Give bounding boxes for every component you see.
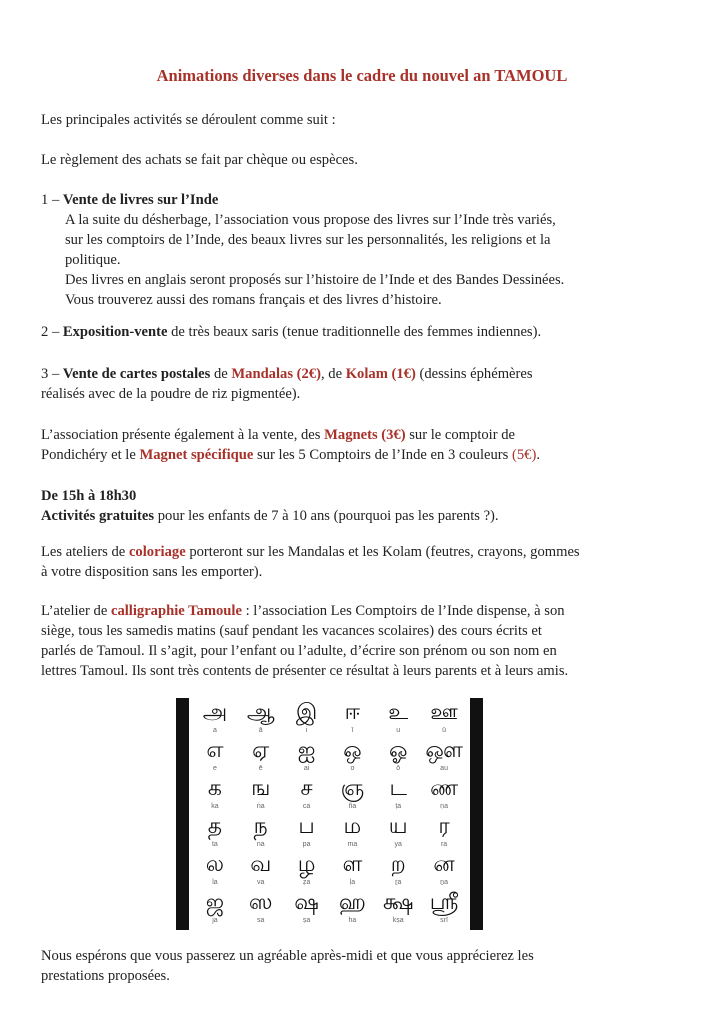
tamil-letter-cell (421, 738, 467, 776)
tamil-glyph: ங (251, 776, 271, 801)
tamil-glyph: க்ஷ (382, 890, 414, 915)
free-activities: Activités gratuites (41, 508, 155, 524)
schedule-time: De 15h à 18h30 (41, 488, 137, 504)
tamil-glyph: ய (388, 814, 408, 839)
books-line: Des livres en anglais seront proposés sur l’histoire de l’Inde et des Bandes Dessinées. (65, 272, 565, 288)
magnets-price: Magnets (3€) (324, 427, 406, 443)
tamil-letter-cell (375, 852, 421, 890)
saris-section (41, 322, 681, 342)
magnets-line (41, 425, 681, 445)
saris-heading: Exposition-vente (62, 324, 168, 340)
saris-text: de très beaux saris (tenue traditionnelle des femmes indiennes). (167, 324, 542, 340)
tamil-glyph: ஐ (297, 738, 316, 763)
tamil-glyph: ஔ (425, 738, 463, 763)
tamil-glyph: ஈ (344, 700, 361, 725)
mandalas-price: Mandalas (2€) (231, 366, 321, 382)
tamil-glyph: ர (438, 814, 450, 839)
magnets-text: Pondichéry et le (41, 447, 140, 463)
tamil-glyph: ல (205, 852, 225, 877)
tamil-letter-cell (284, 700, 330, 738)
tamil-letter-cell (284, 814, 330, 852)
tamil-letter-cell (192, 700, 238, 738)
connector-text: , de (320, 366, 346, 382)
closing-line: Nous espérons que vous passerez un agréable après-midi et que vous apprécierez les (41, 948, 534, 964)
tamil-glyph: ழ (297, 852, 316, 877)
postcards-heading: Vente de cartes postales (62, 366, 211, 382)
tamil-letter-cell (375, 776, 421, 814)
tamil-letter-cell (375, 814, 421, 852)
chart-border-right (470, 698, 483, 930)
tamil-glyph: ட (389, 776, 407, 801)
page-title: Animations diverses dans le cadre du nouvel an TAMOUL (156, 66, 568, 85)
transliteration-label: ā (258, 727, 263, 734)
transliteration-label: ya (394, 841, 402, 848)
transliteration-label: e (212, 765, 217, 772)
tamil-letter-cell (238, 700, 284, 738)
calligraphy-text: L’atelier de (41, 603, 111, 619)
tamil-glyph: ஸ (248, 890, 273, 915)
tamil-letter-cell (238, 852, 284, 890)
books-section (41, 190, 681, 310)
tamil-glyph: எ (206, 738, 224, 763)
item-number: 2 – (41, 324, 63, 340)
tamil-letter-cell (329, 700, 375, 738)
postcards-text: (dessins éphémères (415, 366, 533, 382)
connector-text: de (210, 366, 232, 382)
coloring-text: porteront sur les Mandalas et les Kolam (feutres, crayons, gommes (185, 544, 580, 560)
transliteration-label: ra (440, 841, 448, 848)
coloring-line (41, 542, 681, 562)
tamil-glyph: அ (202, 700, 228, 725)
tamil-glyph: ள (342, 852, 363, 877)
item-number: 3 – (41, 366, 63, 382)
books-line: politique. (65, 252, 121, 268)
postcards-line (41, 364, 681, 384)
tamil-letter-cell (192, 776, 238, 814)
tamil-letter-cell (192, 738, 238, 776)
books-heading: Vente de livres sur l’Inde (62, 192, 219, 208)
payment-paragraph (41, 150, 681, 170)
tamil-letter-cell (329, 738, 375, 776)
tamil-letter-cell (329, 814, 375, 852)
calligraphy-text: : l’association Les Comptoirs de l’Inde dispense, à son (241, 603, 565, 619)
transliteration-label: ṣa (302, 917, 311, 924)
tamil-glyph: ஞ (340, 776, 365, 801)
calligraphy-word: calligraphie Tamoule (110, 603, 242, 619)
transliteration-label: ẓa (302, 879, 311, 886)
tamil-letter-cell (421, 776, 467, 814)
tamil-letter-cell (421, 700, 467, 738)
magnets-text: sur les 5 Comptoirs de l’Inde en 3 couleurs (253, 447, 512, 463)
magnets-text: sur le comptoir de (405, 427, 516, 443)
closing-paragraph (41, 946, 681, 986)
transliteration-label: ha (348, 917, 357, 924)
transliteration-label: ṉa (440, 879, 448, 886)
tamil-glyph: க (207, 776, 222, 801)
coloring-line: à votre disposition sans les emporter). (41, 564, 263, 580)
kolam-price: Kolam (1€) (345, 366, 416, 382)
calligraphy-section (41, 601, 681, 681)
tamil-glyph: ஷ (294, 890, 319, 915)
transliteration-label: ña (348, 803, 357, 810)
books-line: Vous trouverez aussi des romans français et des livres d’histoire. (65, 292, 442, 308)
transliteration-label: ta (211, 841, 218, 848)
tamil-letter-cell (238, 890, 284, 928)
chart-border-left (176, 698, 189, 930)
closing-line: prestations proposées. (41, 968, 170, 984)
tamil-glyph: ஓ (389, 738, 408, 763)
tamil-letter-cell (375, 738, 421, 776)
postcards-section (41, 364, 681, 404)
transliteration-label: ū (442, 727, 447, 734)
transliteration-label: ṅa (256, 803, 265, 810)
schedule-section (41, 486, 681, 526)
tamil-letter-cell (192, 814, 238, 852)
transliteration-label: u (396, 727, 401, 734)
special-magnet: Magnet spécifique (139, 447, 254, 463)
calligraphy-line: siège, tous les samedis matins (sauf pendant les vacances scolaires) des cours écrits et (41, 623, 542, 639)
transliteration-label: ja (212, 917, 218, 924)
transliteration-label: ka (211, 803, 219, 810)
books-line: sur les comptoirs de l’Inde, des beaux livres sur les personnalités, les religions et la (65, 232, 551, 248)
transliteration-label: srī (440, 917, 448, 924)
tamil-glyph: ற (390, 852, 406, 877)
schedule-text: pour les enfants de 7 à 10 ans (pourquoi pas les parents ?). (154, 508, 499, 524)
tamil-glyph: ப (298, 814, 315, 839)
tamil-letter-cell (284, 890, 330, 928)
magnets-section (41, 425, 681, 465)
tamil-letter-cell (421, 890, 467, 928)
intro-text: Les principales activités se déroulent comme suit : (41, 112, 336, 128)
tamil-glyph: ஏ (252, 738, 270, 763)
tamil-letter-cell (192, 890, 238, 928)
transliteration-label: i (305, 727, 308, 734)
tamil-glyph: ஹ (338, 890, 366, 915)
tamil-glyph: இ (295, 700, 318, 725)
transliteration-label: ē (258, 765, 263, 772)
transliteration-label: sa (257, 917, 265, 924)
tamil-glyph: ண (430, 776, 459, 801)
tamil-letter-cell (375, 890, 421, 928)
magnets-line (41, 445, 681, 465)
special-magnet-price: (5€) (511, 447, 537, 463)
coloring-section (41, 542, 681, 582)
schedule-line (41, 506, 681, 526)
transliteration-label: la (212, 879, 218, 886)
calligraphy-line: lettres Tamoul. Ils sont très contents de présenter ce résultat à leurs parents et à leurs amis. (41, 663, 569, 679)
transliteration-label: ī (351, 727, 354, 734)
transliteration-label: kṣa (392, 917, 404, 924)
tamil-glyph: ஊ (430, 700, 458, 725)
transliteration-label: ṭa (395, 803, 402, 810)
tamil-glyph: ந (253, 814, 268, 839)
tamil-letter-cell (421, 852, 467, 890)
tamil-glyph: ம (343, 814, 362, 839)
magnets-text: L’association présente également à la vente, des (41, 427, 325, 443)
books-line: A la suite du désherbage, l’association vous propose des livres sur l’Inde très variés, (65, 212, 556, 228)
payment-text: Le règlement des achats se fait par chèque ou espèces. (41, 152, 358, 168)
transliteration-label: ca (302, 803, 311, 810)
tamil-glyph: ஆ (246, 700, 275, 725)
tamil-letter-cell (238, 776, 284, 814)
tamil-letter-cell (421, 814, 467, 852)
tamil-glyph: ஜ (205, 890, 225, 915)
calligraphy-line: parlés de Tamoul. Il s’agit, pour l’enfant ou l’adulte, d’écrire son prénom ou son nom en (41, 643, 557, 659)
transliteration-label: a (212, 727, 217, 734)
transliteration-label: ma (347, 841, 358, 848)
intro-paragraph (41, 110, 681, 130)
transliteration-label: ṇa (440, 803, 448, 810)
tamil-glyph: ச (300, 776, 313, 801)
transliteration-label: ḷa (349, 879, 356, 886)
coloring-text: Les ateliers de (41, 544, 129, 560)
calligraphy-line (41, 601, 681, 621)
magnets-text: . (536, 447, 540, 463)
tamil-glyph: த (207, 814, 223, 839)
transliteration-label: o (350, 765, 355, 772)
transliteration-label: ai (303, 765, 310, 772)
tamil-letter-cell (284, 852, 330, 890)
tamil-letter-cell (329, 890, 375, 928)
item-number: 1 – (41, 192, 63, 208)
tamil-alphabet-chart (176, 698, 483, 930)
transliteration-label: na (256, 841, 265, 848)
transliteration-label: ṟa (395, 879, 402, 886)
transliteration-label: pa (302, 841, 311, 848)
transliteration-label: va (257, 879, 265, 886)
tamil-letter-grid (192, 700, 467, 928)
tamil-letter-cell (284, 738, 330, 776)
tamil-glyph: ஸ்ரீ (429, 890, 459, 915)
tamil-letter-cell (329, 776, 375, 814)
tamil-glyph: ன (433, 852, 455, 877)
tamil-letter-cell (284, 776, 330, 814)
transliteration-label: ō (396, 765, 401, 772)
tamil-letter-cell (192, 852, 238, 890)
tamil-letter-cell (238, 814, 284, 852)
coloring-word: coloriage (128, 544, 186, 560)
tamil-glyph: உ (388, 700, 409, 725)
tamil-letter-cell (329, 852, 375, 890)
tamil-glyph: வ (250, 852, 272, 877)
tamil-glyph: ஒ (343, 738, 362, 763)
transliteration-label: au (440, 765, 448, 772)
tamil-letter-cell (238, 738, 284, 776)
books-heading-line (41, 190, 681, 210)
tamil-letter-cell (375, 700, 421, 738)
postcards-line: réalisés avec de la poudre de riz pigmentée). (41, 386, 301, 402)
